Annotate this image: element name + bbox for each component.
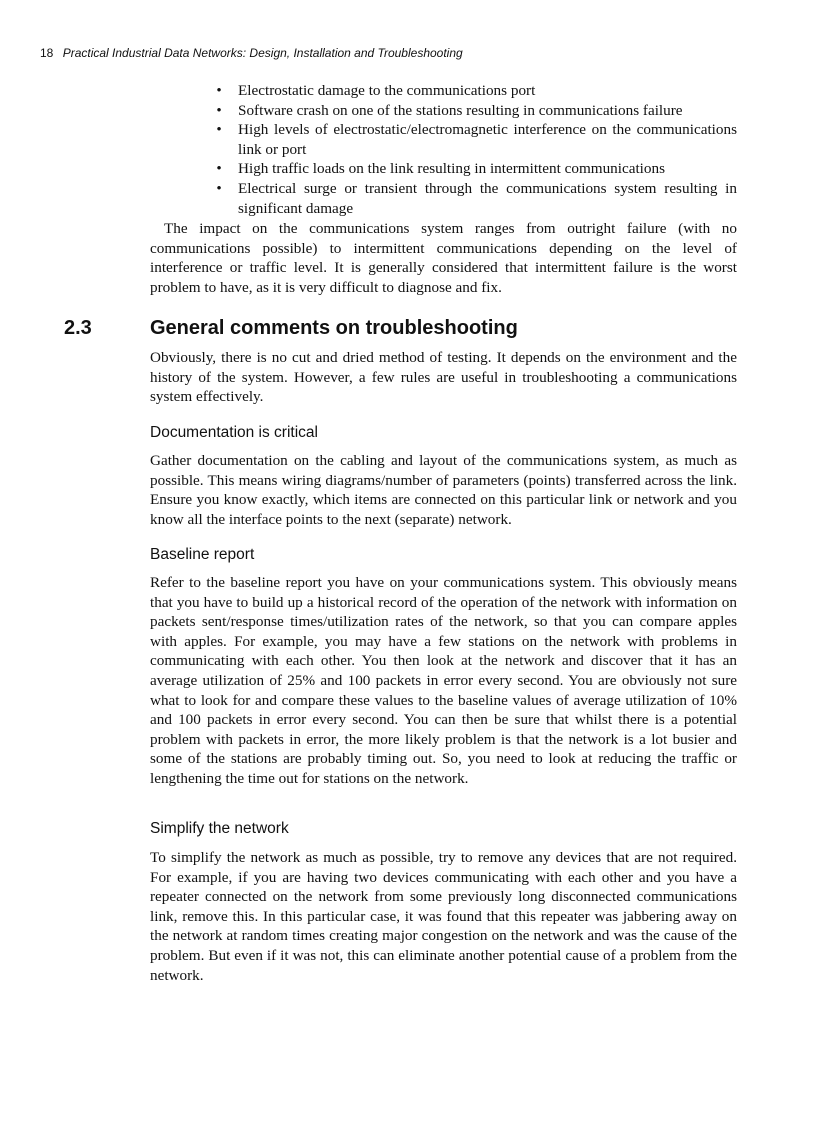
bullet-icon: • bbox=[216, 101, 222, 119]
list-item: • Electrostatic damage to the communications port bbox=[213, 81, 737, 101]
running-header bbox=[40, 45, 760, 61]
subsection-heading-baseline: Baseline report bbox=[150, 546, 255, 563]
subsection-heading-documentation: Documentation is critical bbox=[150, 424, 318, 441]
section-number: 2.3 bbox=[64, 317, 92, 339]
subsection-heading-simplify: Simplify the network bbox=[150, 820, 289, 837]
bullet-icon: • bbox=[216, 179, 222, 197]
list-item: • High levels of electrostatic/electromagnetic interference on the communications link or port bbox=[213, 120, 737, 159]
list-item: • High traffic loads on the link resulting in intermittent communications bbox=[213, 159, 737, 179]
running-title: Practical Industrial Data Networks: Design, Installation and Troubleshooting bbox=[62, 46, 463, 60]
impact-paragraph: The impact on the communications system ranges from outright failure (with no communications possible) to intermittent communications depending on the level of interference or traffic level. It is generally considered that intermittent failure is the worst problem to have, as it is very difficult to diagnose and fix. bbox=[150, 220, 737, 296]
baseline-paragraph: Refer to the baseline report you have on your communications system. This obviously means that you have to build up a historical record of the operation of the network with information on packets sent/response times/utilization rates of the network, so that you can compare apples with apples. For example, you may have a few stations on the network with problems in communicating with each other. You then look at the network and discover that it has an average utilization of 25% and 100 packets in error every second. You are obviously not sure what to look for and compare these values to the baseline values of average utilization of 10% and 100 packets in error every second. You can then be sure that whilst there is a potential problem with packets in error, the more likely problem is that the network is a lot busier and some of the stations are probably timing out. So, you need to look at reducing the traffic or lengthening the time out for stations on the network. bbox=[150, 574, 737, 787]
bullet-icon: • bbox=[216, 121, 222, 139]
simplify-paragraph: To simplify the network as much as possible, try to remove any devices that are not required. For example, if you are having two devices communicating with each other and you have a repeater connected on the network from some previously long disconnected communications link, remove this. In this particular case, it was found that this repeater was jabbering away on the network at random times creating major congestion on the network and was the cause of the problem. But even if it was not, this can eliminate another potential cause of a problem from the network. bbox=[150, 849, 737, 984]
bullet-icon: • bbox=[216, 82, 222, 99]
bullet-icon: • bbox=[216, 160, 222, 178]
documentation-paragraph: Gather documentation on the cabling and layout of the communications system, as much as possible. This means wiring diagrams/number of parameters (points) transferred across the link. Ensure you know exactly, which items are connected on this particular link or network and you know all the interface points to the next (separate) network. bbox=[150, 452, 737, 528]
section-intro: Obviously, there is no cut and dried method of testing. It depends on the environment and the history of the system. However, a few rules are useful in troubleshooting a communications system effectively. bbox=[150, 349, 737, 406]
section-title: General comments on troubleshooting bbox=[150, 317, 518, 339]
bullet-list bbox=[213, 81, 737, 218]
page-number: 18 bbox=[40, 46, 54, 60]
list-item: • Electrical surge or transient through the communications system resulting in significant damage bbox=[213, 179, 737, 218]
list-item: • Software crash on one of the stations resulting in communications failure bbox=[213, 101, 737, 121]
